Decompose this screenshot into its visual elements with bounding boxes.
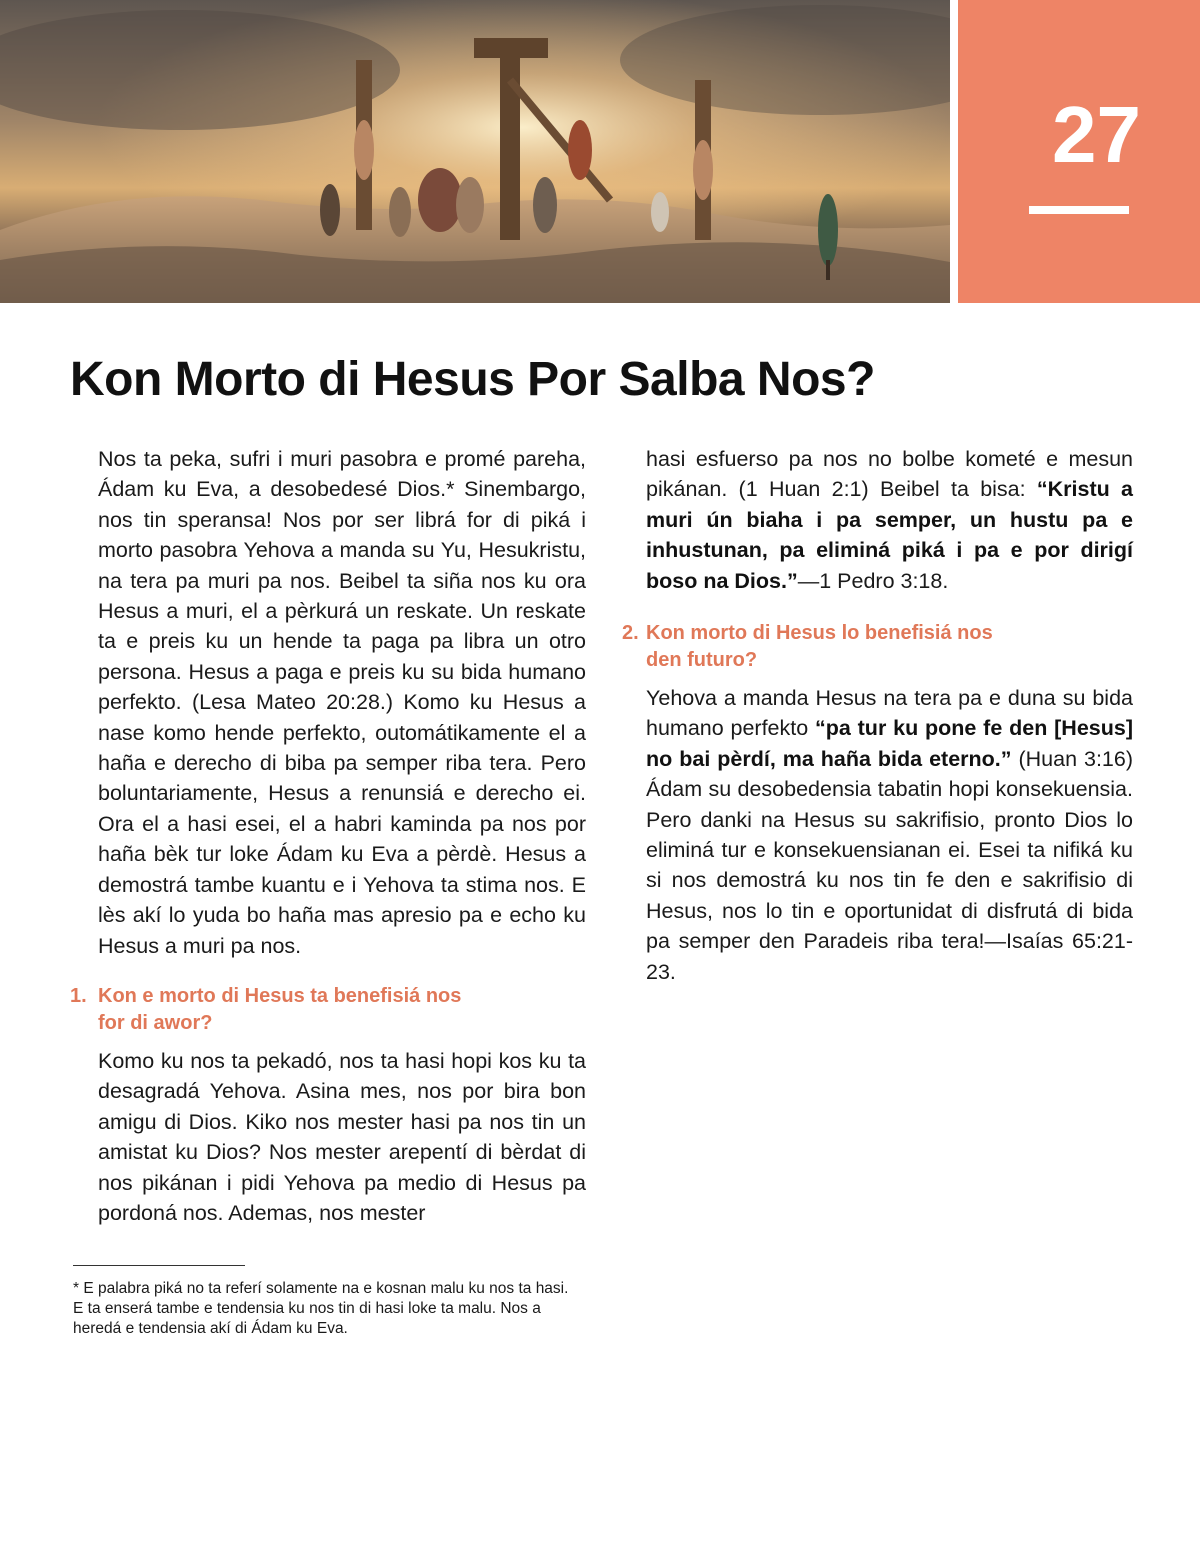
right-column xyxy=(622,444,1133,987)
section-2-text-end: (Huan 3:16) Ádam su desobedensia tabatin hopi konsekuensia. Pero danki na Hesus su sakrifisio, pronto Dios lo eliminá tur e konsekuensianan ei. Esei ta nifiká ku si nos demostrá ku nos tin fe den e sakrifisio di Hesus, nos lo tin e oportunidat di disfrutá di bida pa semper den Paradeis riba tera!—Isaías 65:21-23. xyxy=(646,746,1133,984)
section-2-paragraph xyxy=(622,683,1133,987)
question-1 xyxy=(70,983,586,1037)
scripture-quote-1-pedro: “Kristu a muri ún biaha i pa semper, un hustu pa e inhustunan, pa eliminá piká i pa e por dirigí boso na Dios.” xyxy=(646,477,1133,593)
chapter-number: 27 xyxy=(1052,90,1141,179)
crucifixion-scene-image xyxy=(0,0,950,303)
section-1-paragraph: Komo ku nos ta pekadó, nos ta hasi hopi kos ku ta desagradá Yehova. Asina mes, nos por bira bon amigu di Dios. Kiko nos mester hasi pa nos tin un amistat ku Dios? Nos mester arepentí di bèrdat di nos pikánan i pidi Yehova pa medio di Hesus pa pordoná nos. Ademas, nos mester xyxy=(98,1048,586,1225)
question-1-line1: Kon e morto di Hesus ta benefisiá nos xyxy=(98,984,462,1007)
scripture-quote-huan: “pa tur ku pone fe den [Hesus] no bai pèrdí, ma haña bida eterno.” xyxy=(646,716,1133,771)
left-column xyxy=(70,444,586,1228)
question-1-number: 1. xyxy=(70,984,87,1007)
question-2-line1: Kon morto di Hesus lo benefisiá nos xyxy=(646,622,993,645)
footnote: * E palabra piká no ta referí solamente na e kosnan malu ku nos ta hasi. E ta enserá tambe e tendensia ku nos tin di hasi loke ta malu. Nos a heredá e tendensia akí di Ádam ku Eva. xyxy=(73,1280,569,1337)
hero-image xyxy=(0,0,950,303)
section-2-text-start: Yehova a manda Hesus na tera pa e duna su bida humano perfekto xyxy=(646,686,1133,741)
question-2-line2: den futuro? xyxy=(646,649,758,672)
chapter-badge xyxy=(958,0,1200,303)
scripture-ref-1-pedro: —1 Pedro 3:18. xyxy=(797,568,949,593)
section-1-continuation-text: hasi esfuerso pa nos no bolbe kometé e mesun pikánan. (1 Huan 2:1) Beibel ta bisa: xyxy=(646,447,1133,502)
question-2-number: 2. xyxy=(622,622,639,645)
question-2 xyxy=(622,620,1133,674)
intro-paragraph: Nos ta peka, sufri i muri pasobra e promé pareha, Ádam ku Eva, a desobedesé Dios.* Sinembargo, nos tin speransa! Nos por ser librá for di piká i morto pasobra Yehova a manda su Yu, Hesukristu, na tera pa muri pa nos. Beibel ta siña nos ku ora Hesus a muri, el a pèrkurá un reskate. Un reskate ta e preis ku un hende ta paga pa libra un otro persona. Hesus a paga e preis ku su bida humano perfekto. (Lesa Mateo 20:28.) Komo ku Hesus a nase komo hende perfekto, outomátikamente el a haña e derecho di biba pa semper riba tera. Pero boluntariamente, Hesus a renunsiá e derecho ei. Ora el a hasi esei, el a habri kaminda pa nos por haña bèk tur loke Ádam ku Eva a pèrdè. Hesus a demostrá tambe kuantu e i Yehova ta stima nos. E lès akí lo yuda bo haña mas apresio pa e echo ku Hesus a muri pa nos. xyxy=(98,447,586,958)
question-1-line2: for di awor? xyxy=(98,1011,213,1034)
section-1-continuation xyxy=(622,444,1133,596)
footnote-divider xyxy=(73,1265,245,1266)
chapter-underline xyxy=(1029,206,1129,214)
page-title: Kon Morto di Hesus Por Salba Nos? xyxy=(70,353,875,406)
